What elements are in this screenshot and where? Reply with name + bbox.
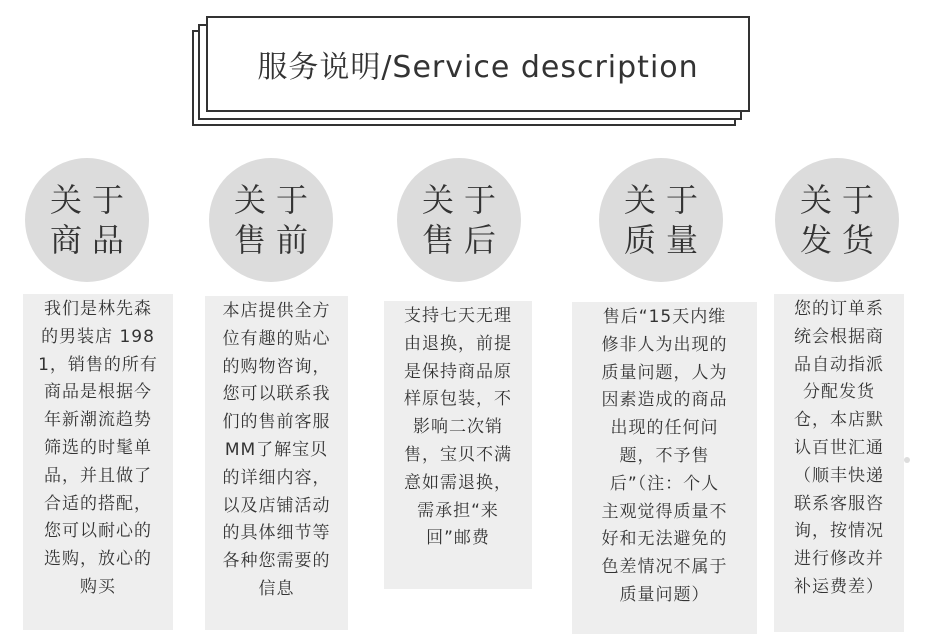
desc-line: 1，销售的所有 [38,354,158,375]
desc-line: 筛选的时髦单 [44,437,152,458]
desc-line: 意如需退换， [404,472,512,493]
desc-line: 们的售前客服 [222,412,331,433]
desc-line: 的男装店 198 [41,326,155,347]
desc-line: 我们是林先森 [44,299,152,319]
page-title: 服务说明/Service description [257,50,699,85]
desc-line: 后”（注：个人 [609,473,720,494]
desc-line: 您的订单系 [794,299,884,319]
title-banner [192,12,752,132]
heading-line-1: 关于 [799,181,884,219]
desc-goods [23,294,173,630]
heading-circle-shipping [775,158,899,282]
desc-line: 位有趣的贴心 [222,328,331,349]
desc-line: 各种您需要的 [222,551,331,572]
desc-line: 题，不予售 [619,445,710,466]
desc-line: 本店提供全方 [222,301,331,321]
heading-line-1: 关于 [421,181,506,219]
desc-line: 支持七天无理 [404,306,512,326]
desc-line: 以及店铺活动 [222,495,331,516]
desc-line: 分配发货 [803,382,875,403]
heading-line-1: 关于 [233,181,318,219]
desc-line: 您可以联系我 [222,384,331,405]
decorative-dot [904,457,910,463]
desc-line: 因素造成的商品 [601,390,728,411]
heading-circle-goods [25,158,149,282]
desc-line: 进行修改并 [794,549,884,570]
desc-line: 主观觉得质量不 [601,501,728,522]
desc-line: 询，按情况 [794,521,884,542]
desc-line: 的具体细节等 [222,523,331,544]
desc-line: 补运费差） [794,576,884,597]
desc-line: 年新潮流趋势 [44,410,152,431]
desc-line: 样原包装，不 [404,389,512,410]
desc-line: 购买 [80,576,116,597]
heading-line-1: 关于 [49,181,134,219]
desc-line: 选购，放心的 [44,549,152,570]
desc-line: 的购物咨询， [222,356,331,377]
desc-line: 认百世汇通 [794,437,884,458]
desc-line: 售，宝贝不满 [404,444,512,465]
desc-line: 色差情况不属于 [601,557,728,578]
desc-quality [572,302,757,634]
desc-line: 品自动指派 [794,354,884,375]
desc-line: 统会根据商 [794,326,884,347]
desc-line: MM了解宝贝 [224,439,329,460]
desc-line: 是保持商品原 [404,361,512,382]
desc-line: 需承担“来 [417,500,499,521]
desc-line: 影响二次销 [413,417,503,438]
desc-line: 质量问题，人为 [601,362,728,383]
heading-line-2: 售前 [233,221,318,259]
desc-line: （顺丰快递 [794,465,884,486]
desc-line: 信息 [258,578,295,599]
desc-presales [205,296,348,630]
heading-circle-aftersales [397,158,521,282]
heading-line-2: 商品 [49,221,134,259]
desc-line: 由退换，前提 [404,333,512,354]
desc-shipping [774,294,904,632]
desc-line: 联系客服咨 [794,493,884,514]
desc-line: 好和无法避免的 [601,529,728,550]
desc-line: 回”邮费 [426,528,490,549]
heading-circle-presales [209,158,333,282]
desc-line: 售后“15天内维 [602,307,727,327]
title-frame-front [206,16,750,112]
desc-line: 仓，本店默 [794,410,884,431]
desc-line: 合适的搭配， [44,493,152,514]
desc-aftersales [384,301,532,589]
desc-line: 修非人为出现的 [601,334,728,355]
heading-line-2: 售后 [421,221,506,259]
heading-line-2: 质量 [623,221,708,259]
desc-line: 的详细内容， [222,467,331,488]
heading-line-1: 关于 [623,181,708,219]
desc-line: 您可以耐心的 [44,521,152,542]
heading-line-2: 发货 [799,221,884,259]
desc-line: 商品是根据今 [44,382,152,403]
desc-line: 质量问题） [619,584,710,605]
desc-line: 出现的任何问 [610,418,719,439]
heading-circle-quality [599,158,723,282]
desc-line: 品，并且做了 [44,465,152,486]
